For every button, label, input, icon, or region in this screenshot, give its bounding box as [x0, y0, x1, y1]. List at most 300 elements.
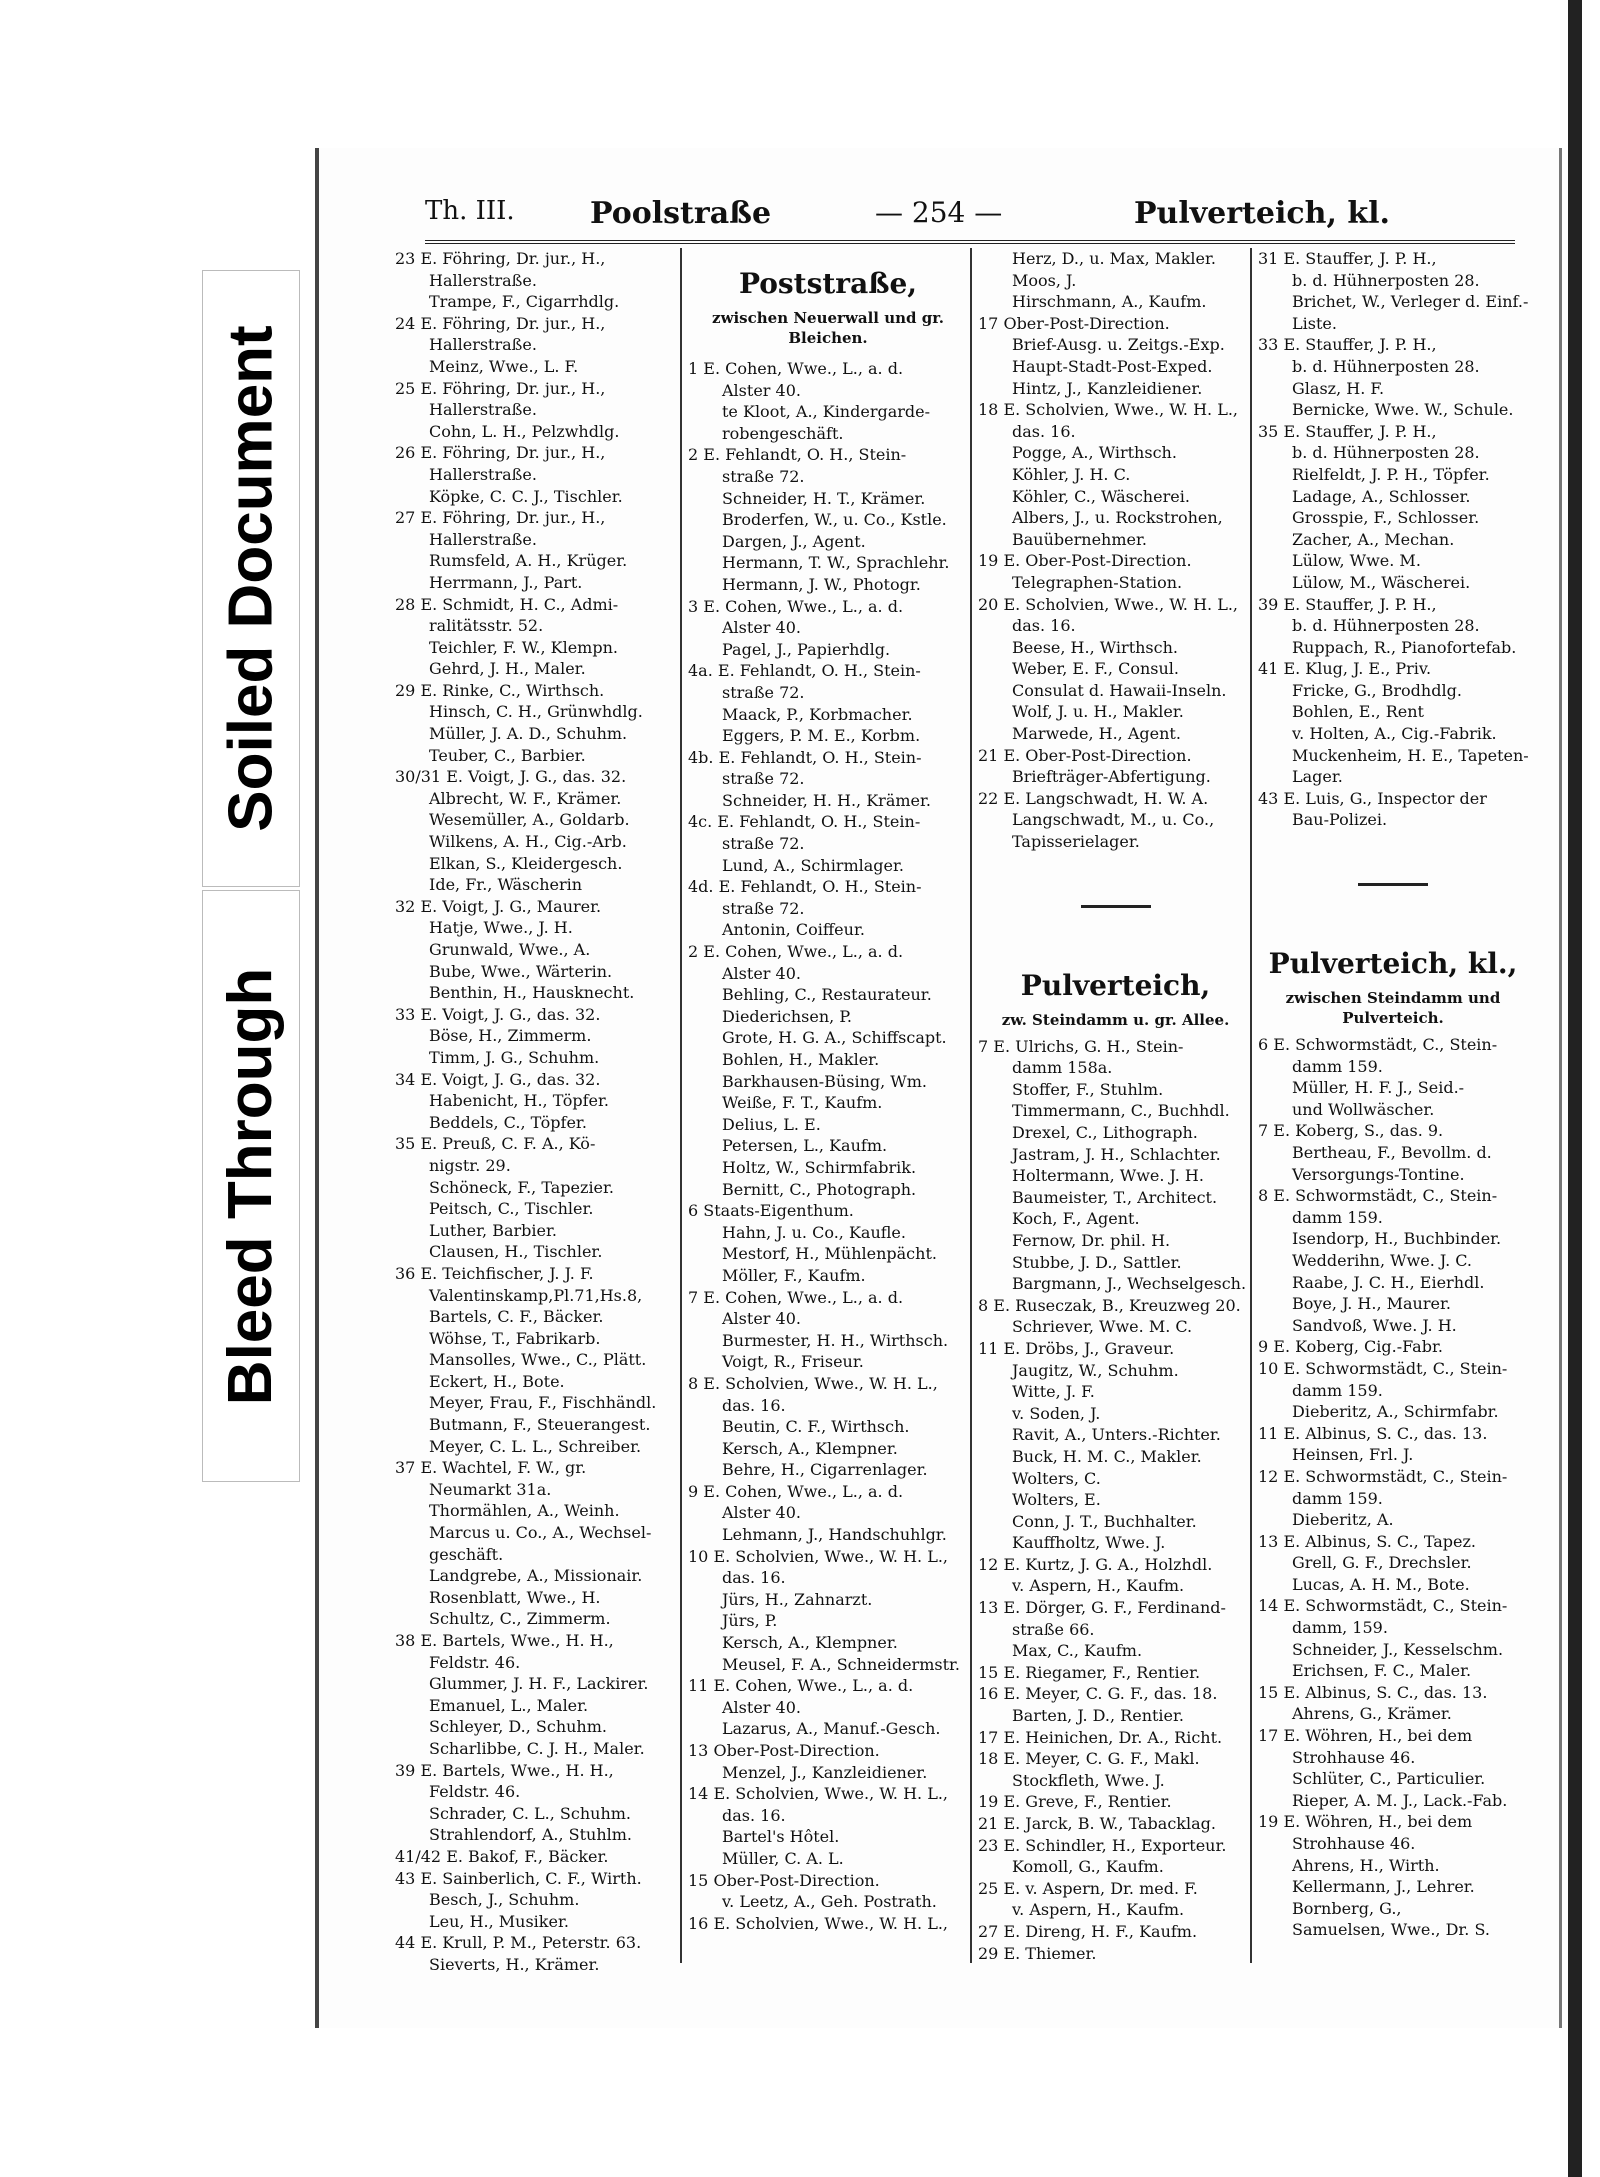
- street-heading-pulverteich: Pulverteich,: [1020, 968, 1211, 1002]
- directory-entry: Mestorf, H., Mühlenpächt.: [722, 1244, 937, 1264]
- directory-entry: 29 E. Rinke, C., Wirthsch.: [395, 680, 605, 700]
- directory-entry: Köhler, C., Wäscherei.: [1012, 486, 1190, 506]
- directory-entry: 8 E. Scholvien, Wwe., W. H. L.,: [688, 1373, 938, 1393]
- directory-entry: Schrader, C. L., Schuhm.: [429, 1803, 632, 1823]
- directory-entry: Böse, H., Zimmerm.: [429, 1026, 592, 1046]
- directory-entry: 14 E. Schwormstädt, C., Stein-: [1258, 1596, 1508, 1616]
- street-heading-pulverteich-kl: Pulverteich, kl.,: [1268, 947, 1518, 981]
- directory-entry: 8 E. Ruseczak, B., Kreuzweg 20.: [978, 1295, 1241, 1315]
- directory-entry: Bauübernehmer.: [1012, 529, 1147, 549]
- directory-entry: damm 159.: [1292, 1056, 1383, 1076]
- directory-entry: Marwede, H., Agent.: [1012, 724, 1181, 744]
- directory-entry: Hirschmann, A., Kaufm.: [1012, 292, 1207, 312]
- directory-entry: Consulat d. Hawaii-Inseln.: [1012, 680, 1227, 700]
- right-street-title: Pulverteich, kl.: [1133, 196, 1390, 231]
- directory-entry: Hatje, Wwe., J. H.: [429, 918, 573, 938]
- directory-entry: Meyer, Frau, F., Fischhändl.: [429, 1393, 657, 1413]
- directory-entry: v. Aspern, H., Kaufm.: [1012, 1900, 1185, 1920]
- directory-entry: Bube, Wwe., Wärterin.: [429, 961, 613, 981]
- directory-entry: 15 E. Riegamer, F., Rentier.: [978, 1662, 1201, 1682]
- directory-entry: Schneider, J., Kesselschm.: [1292, 1639, 1504, 1659]
- left-street-title: Poolstraße: [590, 196, 772, 231]
- section-divider: [1358, 883, 1428, 886]
- directory-entry: 25 E. v. Aspern, Dr. med. F.: [978, 1878, 1198, 1898]
- directory-entry: Briefträger-Abfertigung.: [1012, 767, 1211, 787]
- directory-entry: Raabe, J. C. H., Eierhdl.: [1292, 1272, 1485, 1292]
- directory-entry: 4d. E. Fehlandt, O. H., Stein-: [688, 877, 922, 897]
- directory-entry: Lucas, A. H. M., Bote.: [1292, 1574, 1470, 1594]
- directory-entry: Brichet, W., Verleger d. Einf.-: [1292, 292, 1529, 312]
- directory-entry: Barten, J. D., Rentier.: [1012, 1706, 1184, 1726]
- directory-entry: Trampe, F., Cigarrhdlg.: [429, 292, 620, 312]
- directory-entry: Drexel, C., Lithograph.: [1012, 1123, 1198, 1142]
- directory-entry: 22 E. Langschwadt, H. W. A.: [978, 788, 1209, 808]
- directory-entry: 38 E. Bartels, Wwe., H. H.,: [395, 1631, 614, 1650]
- directory-entry: Meinz, Wwe., L. F.: [429, 356, 579, 376]
- directory-entry: 9 E. Koberg, Cig.-Fabr.: [1258, 1337, 1443, 1357]
- directory-entry: Koch, F., Agent.: [1012, 1209, 1140, 1229]
- directory-entry: Besch, J., Schuhm.: [429, 1890, 580, 1910]
- directory-entry: Stockfleth, Wwe. J.: [1012, 1770, 1165, 1790]
- directory-entry: Strohhause 46.: [1292, 1834, 1416, 1853]
- directory-entry: Holtermann, Wwe. J. H.: [1012, 1166, 1204, 1186]
- directory-entry: 29 E. Thiemer.: [978, 1943, 1097, 1963]
- directory-entry: Gehrd, J. H., Maler.: [429, 659, 586, 679]
- directory-entry: Benthin, H., Hausknecht.: [429, 983, 635, 1003]
- directory-entry: Eckert, H., Bote.: [429, 1371, 565, 1391]
- directory-entry: Möller, F., Kaufm.: [722, 1265, 866, 1285]
- directory-entry: Muckenheim, H. E., Tapeten-: [1292, 745, 1529, 765]
- directory-entry: 13 E. Albinus, S. C., Tapez.: [1258, 1531, 1477, 1551]
- part-label: Th. III.: [425, 196, 515, 226]
- directory-entry: 37 E. Wachtel, F. W., gr.: [395, 1458, 587, 1478]
- directory-entry: 23 E. Schindler, H., Exporteur.: [978, 1835, 1227, 1855]
- directory-entry: 11 E. Dröbs, J., Graveur.: [978, 1338, 1175, 1358]
- directory-entry: Conn, J. T., Buchhalter.: [1012, 1511, 1197, 1531]
- directory-entry: Hallerstraße.: [429, 270, 537, 290]
- directory-entry: 35 E. Preuß, C. F. A., Kö-: [395, 1134, 596, 1154]
- directory-entry: Broderfen, W., u. Co., Kstle.: [722, 510, 947, 530]
- directory-entry: Boye, J. H., Maurer.: [1292, 1294, 1451, 1314]
- directory-entry: 17 Ober-Post-Direction.: [978, 313, 1170, 333]
- directory-entry: Leu, H., Musiker.: [429, 1911, 569, 1931]
- directory-entry: Elkan, S., Kleidergesch.: [429, 853, 623, 873]
- directory-entry: Mansolles, Wwe., C., Plätt.: [429, 1350, 647, 1370]
- directory-entry: Liste.: [1292, 313, 1337, 333]
- directory-entry: Weiße, F. T., Kaufm.: [722, 1093, 883, 1113]
- directory-entry: Scharlibbe, C. J. H., Maler.: [429, 1738, 645, 1758]
- column-4: [1250, 248, 1528, 1963]
- directory-entry: Müller, C. A. L.: [722, 1848, 844, 1868]
- directory-entry: 36 E. Teichfischer, J. J. F.: [395, 1263, 594, 1283]
- directory-entry: Meusel, F. A., Schneidermstr.: [722, 1654, 960, 1674]
- street-heading-poststrasse: Poststraße,: [738, 267, 918, 300]
- directory-entry: v. Soden, J.: [1012, 1403, 1101, 1423]
- directory-entry: ralitätsstr. 52.: [429, 616, 544, 636]
- section-divider: [1081, 905, 1151, 908]
- page-header: [425, 192, 1515, 244]
- directory-entry: Köhler, J. H. C.: [1012, 464, 1131, 484]
- directory-entry: 32 E. Voigt, J. G., Maurer.: [395, 896, 602, 916]
- directory-entry: Hallerstraße.: [429, 335, 537, 355]
- directory-entry: 6 Staats-Eigenthum.: [688, 1201, 854, 1221]
- directory-entry: Behling, C., Restaurateur.: [722, 985, 932, 1005]
- directory-entry: Petersen, L., Kaufm.: [722, 1136, 888, 1156]
- directory-entry: Rieper, A. M. J., Lack.-Fab.: [1292, 1790, 1508, 1810]
- directory-entry: 3 E. Cohen, Wwe., L., a. d.: [688, 596, 904, 616]
- directory-entry: Weber, E. F., Consul.: [1012, 659, 1179, 679]
- directory-entry: 21 E. Ober-Post-Direction.: [978, 745, 1192, 765]
- directory-entry: geschäft.: [429, 1544, 504, 1564]
- directory-entry: 10 E. Scholvien, Wwe., W. H. L.,: [688, 1546, 948, 1566]
- directory-entry: 43 E. Luis, G., Inspector der: [1258, 788, 1487, 808]
- directory-entry: b. d. Hühnerposten 28.: [1292, 443, 1480, 463]
- directory-entry: das. 16.: [722, 1395, 786, 1415]
- directory-entry: damm 159.: [1292, 1207, 1383, 1227]
- directory-entry: Schneider, H. T., Krämer.: [722, 488, 926, 508]
- directory-entry: Grunwald, Wwe., A.: [429, 940, 591, 959]
- directory-entry: Alster 40.: [722, 1697, 801, 1717]
- directory-columns: [395, 248, 1529, 1974]
- directory-entry: 12 E. Kurtz, J. G. A., Holzhdl.: [978, 1554, 1213, 1574]
- directory-entry: straße 72.: [722, 682, 805, 702]
- directory-entry: Jastram, J. H., Schlachter.: [1012, 1144, 1221, 1164]
- directory-entry: 20 E. Scholvien, Wwe., W. H. L.,: [978, 594, 1238, 614]
- directory-entry: 33 E. Stauffer, J. P. H.,: [1258, 335, 1437, 355]
- directory-entry: und Wollwäscher.: [1292, 1099, 1435, 1119]
- directory-entry: Telegraphen-Station.: [1012, 572, 1183, 592]
- column-4-bottom-entries: [1258, 1034, 1528, 1941]
- directory-entry: Wedderihn, Wwe. J. C.: [1292, 1250, 1472, 1270]
- directory-entry: Bertheau, F., Bevollm. d.: [1292, 1143, 1492, 1162]
- directory-entry: straße 72.: [722, 769, 805, 789]
- directory-entry: straße 72.: [722, 834, 805, 854]
- directory-entry: robengeschäft.: [722, 423, 844, 443]
- directory-entry: Lund, A., Schirmlager.: [722, 855, 904, 875]
- directory-entry: 25 E. Föhring, Dr. jur., H.,: [395, 378, 606, 398]
- directory-entry: 13 E. Dörger, G. F., Ferdinand-: [978, 1598, 1226, 1618]
- directory-entry: 44 E. Krull, P. M., Peterstr. 63.: [395, 1933, 642, 1953]
- directory-entry: 19 E. Wöhren, H., bei dem: [1258, 1812, 1473, 1832]
- directory-entry: Dargen, J., Agent.: [722, 531, 866, 551]
- directory-entry: Komoll, G., Kaufm.: [1012, 1857, 1164, 1877]
- directory-entry: nigstr. 29.: [429, 1155, 511, 1175]
- directory-entry: Rosenblatt, Wwe., H.: [429, 1587, 601, 1607]
- directory-entry: Luther, Barbier.: [429, 1220, 557, 1240]
- directory-entry: Burmester, H. H., Wirthsch.: [722, 1330, 949, 1350]
- directory-entry: Holtz, W., Schirmfabrik.: [722, 1157, 917, 1177]
- directory-entry: Schleyer, D., Schuhm.: [429, 1717, 607, 1737]
- directory-entry: Langschwadt, M., u. Co.,: [1012, 810, 1215, 830]
- directory-entry: das. 16.: [722, 1568, 786, 1588]
- directory-entry: 41/42 E. Bakof, F., Bäcker.: [395, 1846, 609, 1866]
- directory-entry: Glasz, H. F.: [1292, 378, 1385, 398]
- directory-entry: Ahrens, H., Wirth.: [1292, 1855, 1440, 1875]
- directory-entry: Alster 40.: [722, 380, 801, 400]
- directory-entry: 13 Ober-Post-Direction.: [688, 1741, 880, 1760]
- directory-entry: Pogge, A., Wirthsch.: [1012, 443, 1177, 463]
- directory-entry: Menzel, J., Kanzleidiener.: [722, 1762, 928, 1782]
- directory-entry: Rielfeldt, J. P. H., Töpfer.: [1292, 464, 1490, 484]
- directory-entry: Marcus u. Co., A., Wechsel-: [429, 1523, 652, 1543]
- directory-entry: Herz, D., u. Max, Makler.: [1012, 249, 1216, 268]
- directory-entry: Habenicht, H., Töpfer.: [429, 1091, 609, 1111]
- directory-entry: 9 E. Cohen, Wwe., L., a. d.: [688, 1481, 904, 1501]
- directory-entry: 4c. E. Fehlandt, O. H., Stein-: [688, 812, 921, 832]
- directory-entry: te Kloot, A., Kindergarde-: [722, 402, 931, 422]
- column-3: [970, 248, 1253, 1963]
- directory-entry: v. Leetz, A., Geh. Postrath.: [722, 1892, 937, 1912]
- directory-entry: Schneider, H. H., Krämer.: [722, 790, 931, 810]
- directory-entry: Ruppach, R., Pianofortefab.: [1292, 637, 1517, 657]
- directory-entry: Hallerstraße.: [429, 400, 537, 420]
- directory-entry: Bornberg, G.,: [1292, 1898, 1402, 1918]
- directory-entry: Strahlendorf, A., Stuhlm.: [429, 1825, 633, 1845]
- directory-entry: Buck, H. M. C., Makler.: [1012, 1446, 1202, 1466]
- directory-entry: Meyer, C. L. L., Schreiber.: [429, 1436, 642, 1456]
- directory-entry: Kellermann, J., Lehrer.: [1292, 1877, 1475, 1897]
- directory-entry: Kauffholtz, Wwe. J.: [1012, 1533, 1166, 1553]
- directory-entry: 28 E. Schmidt, H. C., Admi-: [395, 594, 619, 614]
- directory-entry: Barkhausen-Büsing, Wm.: [722, 1071, 927, 1091]
- directory-entry: Fernow, Dr. phil. H.: [1012, 1230, 1171, 1250]
- directory-entry: b. d. Hühnerposten 28.: [1292, 356, 1480, 376]
- directory-entry: Maack, P., Korbmacher.: [722, 704, 913, 724]
- directory-entry: 34 E. Voigt, J. G., das. 32.: [395, 1069, 601, 1089]
- directory-entry: Alster 40.: [722, 963, 801, 983]
- directory-entry: 11 E. Cohen, Wwe., L., a. d.: [688, 1676, 914, 1696]
- directory-entry: Schlüter, C., Particulier.: [1292, 1769, 1486, 1789]
- directory-entry: Heinsen, Frl. J.: [1292, 1445, 1414, 1465]
- directory-entry: 31 E. Stauffer, J. P. H.,: [1258, 249, 1437, 268]
- directory-entry: 24 E. Föhring, Dr. jur., H.,: [395, 313, 606, 333]
- directory-entry: 19 E. Greve, F., Rentier.: [978, 1792, 1172, 1812]
- directory-entry: Müller, H. F. J., Seid.-: [1292, 1078, 1465, 1098]
- directory-entry: Timmermann, C., Buchhdl.: [1012, 1101, 1230, 1121]
- directory-entry: Köpke, C. C. J., Tischler.: [429, 486, 623, 506]
- directory-entry: Isendorp, H., Buchbinder.: [1292, 1229, 1502, 1249]
- directory-entry: 6 E. Schwormstädt, C., Stein-: [1258, 1035, 1498, 1055]
- directory-entry: Wilkens, A. H., Cig.-Arb.: [429, 832, 627, 852]
- directory-entry: Clausen, H., Tischler.: [429, 1242, 603, 1262]
- directory-entry: Wolters, E.: [1012, 1490, 1101, 1510]
- directory-entry: Wesemüller, A., Goldarb.: [429, 810, 630, 830]
- directory-entry: Bargmann, J., Wechselgesch.: [1012, 1274, 1247, 1294]
- directory-entry: 15 E. Albinus, S. C., das. 13.: [1258, 1682, 1488, 1702]
- directory-entry: Schriever, Wwe. M. C.: [1012, 1317, 1193, 1337]
- directory-entry: Landgrebe, A., Missionair.: [429, 1566, 643, 1586]
- directory-entry: Teichler, F. W., Klempn.: [429, 637, 618, 657]
- directory-entry: Voigt, R., Friseur.: [722, 1352, 864, 1372]
- directory-entry: 23 E. Föhring, Dr. jur., H.,: [395, 249, 606, 268]
- directory-entry: Bohlen, E., Rent: [1292, 702, 1424, 722]
- directory-entry: 4b. E. Fehlandt, O. H., Stein-: [688, 747, 922, 767]
- page-number: — 254 —: [875, 196, 1003, 229]
- directory-entry: Moos, J.: [1012, 270, 1077, 290]
- scan-edge: [1568, 0, 1582, 2177]
- directory-entry: Bernitt, C., Photograph.: [722, 1179, 917, 1199]
- directory-entry: 30/31 E. Voigt, J. G., das. 32.: [395, 767, 627, 787]
- directory-entry: Bartels, C. F., Bäcker.: [429, 1307, 604, 1327]
- directory-entry: straße 72.: [722, 898, 805, 918]
- directory-entry: Müller, J. A. D., Schuhm.: [429, 724, 628, 744]
- directory-entry: 11 E. Albinus, S. C., das. 13.: [1258, 1423, 1488, 1443]
- directory-entry: Sandvoß, Wwe. J. H.: [1292, 1315, 1457, 1335]
- directory-entry: Samuelsen, Wwe., Dr. S.: [1292, 1920, 1490, 1940]
- directory-entry: Strohhause 46.: [1292, 1747, 1416, 1767]
- directory-entry: Valentinskamp,Pl.71,Hs.8,: [429, 1285, 643, 1305]
- directory-entry: 43 E. Sainberlich, C. F., Wirth.: [395, 1868, 642, 1888]
- directory-entry: 27 E. Föhring, Dr. jur., H.,: [395, 508, 606, 528]
- directory-entry: 10 E. Schwormstädt, C., Stein-: [1258, 1358, 1508, 1378]
- directory-entry: 14 E. Scholvien, Wwe., W. H. L.,: [688, 1784, 948, 1804]
- directory-entry: Lazarus, A., Manuf.-Gesch.: [722, 1719, 941, 1739]
- directory-entry: 2 E. Cohen, Wwe., L., a. d.: [688, 942, 904, 962]
- directory-entry: Jürs, H., Zahnarzt.: [722, 1589, 873, 1609]
- directory-entry: Bohlen, H., Makler.: [722, 1050, 880, 1069]
- street-subheading-poststrasse: zwischen Neuerwall und gr. Bleichen.: [712, 309, 944, 347]
- directory-entry: Sieverts, H., Krämer.: [429, 1954, 600, 1974]
- directory-entry: 4a. E. Fehlandt, O. H., Stein-: [688, 661, 921, 681]
- directory-entry: Teuber, C., Barbier.: [429, 745, 586, 765]
- street-subheading-pulverteich: zw. Steindamm u. gr. Allee.: [1001, 1010, 1230, 1029]
- directory-entry: 35 E. Stauffer, J. P. H.,: [1258, 421, 1437, 441]
- directory-entry: Brief-Ausg. u. Zeitgs.-Exp.: [1012, 335, 1225, 355]
- directory-entry: Butmann, F., Steuerangest.: [429, 1415, 651, 1435]
- directory-entry: Thormählen, A., Weinh.: [429, 1501, 620, 1521]
- directory-entry: straße 66.: [1012, 1619, 1095, 1639]
- directory-entry: v. Aspern, H., Kaufm.: [1012, 1576, 1185, 1596]
- directory-entry: 7 E. Koberg, S., das. 9.: [1258, 1121, 1444, 1141]
- directory-entry: Feldstr. 46.: [429, 1782, 521, 1802]
- directory-entry: Kersch, A., Klempner.: [722, 1438, 898, 1458]
- directory-entry: Versorgungs-Tontine.: [1292, 1164, 1465, 1184]
- directory-entry: Kersch, A., Klempner.: [722, 1633, 898, 1653]
- directory-entry: Wolters, C.: [1012, 1468, 1101, 1488]
- directory-entry: 19 E. Ober-Post-Direction.: [978, 551, 1192, 571]
- column-2: [680, 248, 968, 1963]
- directory-entry: Hinsch, C. H., Grünwhdlg.: [429, 702, 643, 722]
- directory-entry: 7 E. Ulrichs, G. H., Stein-: [978, 1036, 1184, 1056]
- directory-entry: Alster 40.: [722, 618, 801, 638]
- directory-entry: Bartel's Hôtel.: [722, 1827, 840, 1847]
- directory-entry: Peitsch, C., Tischler.: [429, 1199, 594, 1219]
- directory-entry: v. Holten, A., Cig.-Fabrik.: [1292, 724, 1497, 744]
- directory-entry: 1 E. Cohen, Wwe., L., a. d.: [688, 359, 904, 378]
- directory-entry: Zacher, A., Mechan.: [1292, 529, 1455, 549]
- street-subheading-pulverteich-kl: zwischen Steindamm und Pulverteich.: [1285, 989, 1501, 1028]
- directory-entry: Beese, H., Wirthsch.: [1012, 637, 1178, 657]
- directory-entry: Dieberitz, A.: [1292, 1510, 1394, 1530]
- directory-entry: Ahrens, G., Krämer.: [1292, 1704, 1452, 1724]
- directory-entry: Grell, G. F., Drechsler.: [1292, 1553, 1472, 1573]
- directory-entry: Eggers, P. M. E., Korbm.: [722, 726, 921, 746]
- directory-entry: 41 E. Klug, J. E., Priv.: [1258, 659, 1432, 679]
- directory-entry: 17 E. Wöhren, H., bei dem: [1258, 1726, 1473, 1746]
- directory-entry: Diederichsen, P.: [722, 1006, 852, 1026]
- directory-entry: Hallerstraße.: [429, 529, 537, 549]
- directory-entry: Albrecht, W. F., Krämer.: [429, 788, 622, 808]
- directory-entry: Ravit, A., Unters.-Richter.: [1012, 1425, 1221, 1445]
- directory-entry: Timm, J. G., Schuhm.: [429, 1047, 600, 1067]
- directory-entry: 26 E. Föhring, Dr. jur., H.,: [395, 443, 606, 463]
- directory-entry: Jürs, P.: [722, 1611, 778, 1631]
- directory-entry: Schultz, C., Zimmerm.: [429, 1609, 611, 1629]
- soiled-document-tab: [202, 270, 300, 887]
- directory-entry: Bau-Polizei.: [1292, 810, 1388, 830]
- directory-entry: damm 159.: [1292, 1380, 1383, 1400]
- column-4-top-entries: [1258, 248, 1528, 831]
- directory-entry: 2 E. Fehlandt, O. H., Stein-: [688, 445, 907, 465]
- directory-entry: 18 E. Meyer, C. G. F., Makl.: [978, 1749, 1200, 1769]
- directory-entry: Jaugitz, W., Schuhm.: [1012, 1360, 1179, 1380]
- directory-entry: Baumeister, T., Architect.: [1012, 1187, 1218, 1207]
- column-3-bottom-entries: [978, 1036, 1253, 1965]
- directory-entry: 33 E. Voigt, J. G., das. 32.: [395, 1004, 601, 1024]
- directory-entry: Feldstr. 46.: [429, 1652, 521, 1672]
- directory-entry: Hintz, J., Kanzleidiener.: [1012, 378, 1203, 398]
- directory-entry: Behre, H., Cigarrenlager.: [722, 1460, 928, 1480]
- directory-entry: 39 E. Bartels, Wwe., H. H.,: [395, 1760, 614, 1780]
- directory-entry: 17 E. Heinichen, Dr. A., Richt.: [978, 1727, 1223, 1747]
- directory-entry: 18 E. Scholvien, Wwe., W. H. L.,: [978, 400, 1238, 420]
- directory-entry: straße 72.: [722, 466, 805, 486]
- directory-entry: Tapisserielager.: [1012, 832, 1140, 852]
- directory-entry: Hahn, J. u. Co., Kaufle.: [722, 1222, 906, 1242]
- column-1: [395, 248, 675, 1974]
- directory-entry: Cohn, L. H., Pelzwhdlg.: [429, 421, 620, 441]
- directory-entry: Albers, J., u. Rockstrohen,: [1012, 508, 1223, 528]
- column-1-entries: [395, 248, 675, 1976]
- directory-entry: Hallerstraße.: [429, 464, 537, 484]
- directory-entry: Max, C., Kaufm.: [1012, 1641, 1143, 1661]
- column-2-entries: [688, 358, 968, 1934]
- directory-entry: Bernicke, Wwe. W., Schule.: [1292, 400, 1514, 420]
- directory-entry: Grote, H. G. A., Schiffscapt.: [722, 1028, 947, 1048]
- directory-entry: Witte, J. F.: [1012, 1382, 1095, 1402]
- directory-entry: 12 E. Schwormstädt, C., Stein-: [1258, 1466, 1508, 1486]
- directory-entry: 27 E. Direng, H. F., Kaufm.: [978, 1921, 1198, 1941]
- directory-entry: Alster 40.: [722, 1503, 801, 1523]
- directory-entry: Lülow, Wwe. M.: [1292, 551, 1421, 571]
- directory-entry: Delius, L. E.: [722, 1114, 821, 1134]
- directory-entry: das. 16.: [722, 1805, 786, 1825]
- directory-entry: Hermann, J. W., Photogr.: [722, 574, 921, 594]
- directory-entry: das. 16.: [1012, 616, 1076, 636]
- directory-entry: Antonin, Coiffeur.: [722, 920, 865, 940]
- directory-entry: damm 158a.: [1012, 1058, 1113, 1078]
- directory-entry: Rumsfeld, A. H., Krüger.: [429, 551, 628, 571]
- directory-entry: Ladage, A., Schlosser.: [1292, 486, 1471, 506]
- directory-entry: Schöneck, F., Tapezier.: [429, 1177, 614, 1197]
- directory-entry: Herrmann, J., Part.: [429, 572, 583, 592]
- directory-entry: Lager.: [1292, 767, 1343, 787]
- column-3-top-entries: [978, 248, 1253, 853]
- directory-entry: Ide, Fr., Wäscherin: [429, 875, 583, 895]
- directory-entry: 16 E. Meyer, C. G. F., das. 18.: [978, 1684, 1218, 1704]
- directory-entry: Wöhse, T., Fabrikarb.: [429, 1328, 601, 1348]
- directory-entry: Erichsen, F. C., Maler.: [1292, 1661, 1472, 1681]
- directory-entry: damm, 159.: [1292, 1618, 1388, 1638]
- directory-entry: Wolf, J. u. H., Makler.: [1012, 702, 1184, 722]
- directory-entry: 8 E. Schwormstädt, C., Stein-: [1258, 1186, 1498, 1206]
- directory-entry: damm 159.: [1292, 1488, 1383, 1508]
- directory-entry: 39 E. Stauffer, J. P. H.,: [1258, 594, 1437, 614]
- directory-entry: Fricke, G., Brodhdlg.: [1292, 680, 1462, 700]
- directory-entry: Lehmann, J., Handschuhlgr.: [722, 1525, 947, 1545]
- directory-entry: Beutin, C. F., Wirthsch.: [722, 1417, 910, 1437]
- directory-entry: Hermann, T. W., Sprachlehr.: [722, 553, 950, 573]
